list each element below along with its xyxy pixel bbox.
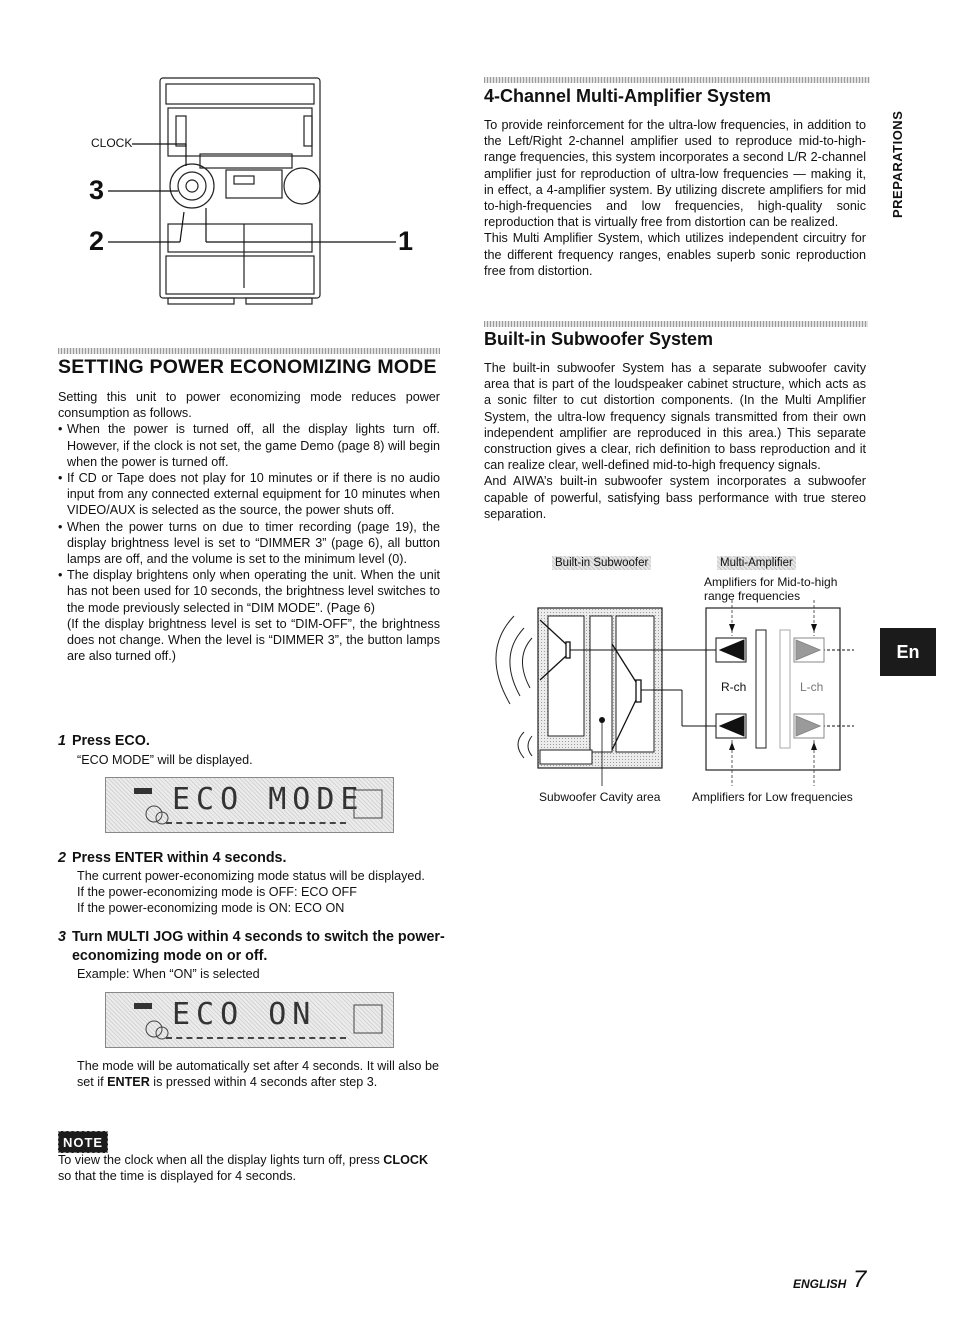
power-bullet-1: • When the power is turned off, all the display lights turn off. However, if the clock is not set, the game Demo (page 8) will begin when the power is turned off.: [58, 421, 440, 470]
amp-mid-label-2: range frequencies: [704, 589, 801, 603]
callout-2: 2: [89, 226, 105, 256]
lcd-eco-on-text: ECO ON: [172, 997, 317, 1032]
tag-multi-amplifier: Multi-Amplifier: [717, 556, 796, 570]
power-bullet-3: • When the power turns on due to timer recording (page 19), the display brightness level is set to “DIMMER 3” (page 6), all button lamps are off, and the volume is set to the minimum level (0).: [58, 519, 440, 568]
multi-amp-para-2: This Multi Amplifier System, which utilizes independent circuitry for the different frequency ranges, enables superb sonic reproduction free from distortion.: [484, 231, 866, 278]
step-2-line-1: The current power-economizing mode status will be displayed.: [77, 869, 425, 883]
tag-built-in-subwoofer: Built-in Subwoofer: [552, 556, 651, 570]
callout-1: 1: [398, 226, 414, 256]
footer-lang: ENGLISH: [793, 1277, 847, 1291]
power-bullet-4: • The display brightens only when operating the unit. When the unit has not been used for 10 seconds, the brightness level switches to the mode previously selected in “DIM MODE”. (Page 6): [58, 567, 440, 616]
r-ch-label: R-ch: [721, 680, 747, 694]
lcd-eco-on: [105, 992, 394, 1048]
multi-amp-body: [484, 117, 866, 279]
step-2-line-3: If the power-economizing mode is ON: ECO ON: [77, 901, 345, 916]
step-2-number: 2: [58, 850, 66, 866]
cavity-label: Subwoofer Cavity area: [539, 790, 661, 804]
step-3-title: Turn MULTI JOG within 4 seconds to switch the power-economizing mode on or off.: [71, 929, 445, 964]
multi-amp-para-1: To provide reinforcement for the ultra-low frequencies, in addition to the Left/Right 2-channel amplifier used to reproduce mid-to-high-range frequencies, this system incorporates a second L/R 2-channel amplifier just for reproduction of ultra-low frequencies — making it, in effect, a 4-amplifier system. By utilizing discrete amplifiers for mid to-high-frequencies and low frequencies, high-quality sonic reproduction that is virtually free from distortion can be realized.: [484, 118, 866, 230]
lcd-eco-mode: [105, 777, 394, 833]
lcd-panel-icon: [352, 788, 386, 822]
clock-label: CLOCK: [91, 136, 133, 150]
multi-amp-rule: [484, 77, 870, 83]
step-1-number: 1: [58, 733, 66, 749]
step-3-heading: [58, 928, 450, 966]
step-2-line-2: If the power-economizing mode is OFF: ECO OFF: [77, 885, 357, 900]
step-3-number: 3: [58, 929, 66, 945]
section-rule: [58, 348, 440, 354]
power-section-body: [58, 389, 440, 664]
callout-3: 3: [89, 175, 105, 205]
step-2-heading: [58, 849, 440, 868]
subwoofer-title: Built-in Subwoofer System: [484, 329, 714, 349]
step-1-text: “ECO MODE” will be displayed.: [77, 753, 253, 767]
step-1-title: Press ECO.: [71, 733, 150, 749]
note-badge: NOTE: [58, 1131, 108, 1153]
lcd-panel-icon-2: [352, 1003, 386, 1037]
device-figure: [88, 74, 438, 306]
power-bullet-2: • If CD or Tape does not play for 10 minutes or if there is no audio input from any connected external equipment for 10 minutes when VIDEO/AUX is selected as the source, the power shuts off.: [58, 470, 440, 519]
subwoofer-para-1: The built-in subwoofer System has a separate subwoofer cavity area that is part of the loudspeaker cabinet structure, which acts as a sonic filter to cut distortion components. (In the Multi Amplifier System, the ultra-low frequency signals transmitted from their own independent amplifier are reproduced in this area.) This separate construction gives a clear, rich definition to bass reproduction and it can realize clear, well-defined mid-to-high frequency signals.: [484, 361, 866, 473]
subwoofer-diagram: [484, 550, 874, 810]
after-steps-text: The mode will be automatically set after 4 seconds. It will also be set if ENTER is pressed within 4 seconds after step 3.: [77, 1059, 439, 1090]
stereo-unit-illustration: [88, 74, 438, 306]
step-2-title: Press ENTER within 4 seconds.: [71, 850, 287, 866]
amp-mid-label-1: Amplifiers for Mid-to-high: [704, 575, 838, 589]
lcd-segment-line-2: [166, 1037, 346, 1039]
multi-amp-title: 4-Channel Multi-Amplifier System: [484, 86, 772, 106]
subwoofer-para-2: And AIWA’s built-in subwoofer system incorporates a subwoofer capable of powerful, satisfying bass performance with true stereo separation.: [484, 474, 866, 521]
lcd-eco-mode-text: ECO MODE: [172, 782, 365, 817]
preparations-vertical-label: PREPARATIONS: [890, 110, 905, 218]
step-2-text: [77, 868, 442, 917]
subwoofer-body: [484, 360, 866, 522]
amp-low-label: Amplifiers for Low frequencies: [692, 790, 853, 804]
note-text: To view the clock when all the display lights turn off, press CLOCK so that the time is displayed for 4 seconds.: [58, 1153, 429, 1184]
power-bullet-4-note: (If the display brightness level is set to “DIM-OFF”, the brightness does not change. When the level is “DIMMER 3”, the button lamps are also turned off.): [67, 616, 440, 664]
power-section-title: SETTING POWER ECONOMIZING MODE: [58, 356, 437, 378]
lcd-segment-line: [166, 822, 346, 824]
l-ch-label: L-ch: [800, 680, 824, 694]
subwoofer-schematic: [484, 600, 874, 800]
step-1-heading: [58, 732, 440, 751]
language-tab: En: [880, 628, 936, 676]
step-3-text: Example: When “ON” is selected: [77, 967, 260, 981]
footer-page-number: 7: [853, 1266, 867, 1293]
power-intro: Setting this unit to power economizing mode reduces power consumption as follows.: [58, 390, 440, 421]
subwoofer-rule: [484, 321, 868, 327]
